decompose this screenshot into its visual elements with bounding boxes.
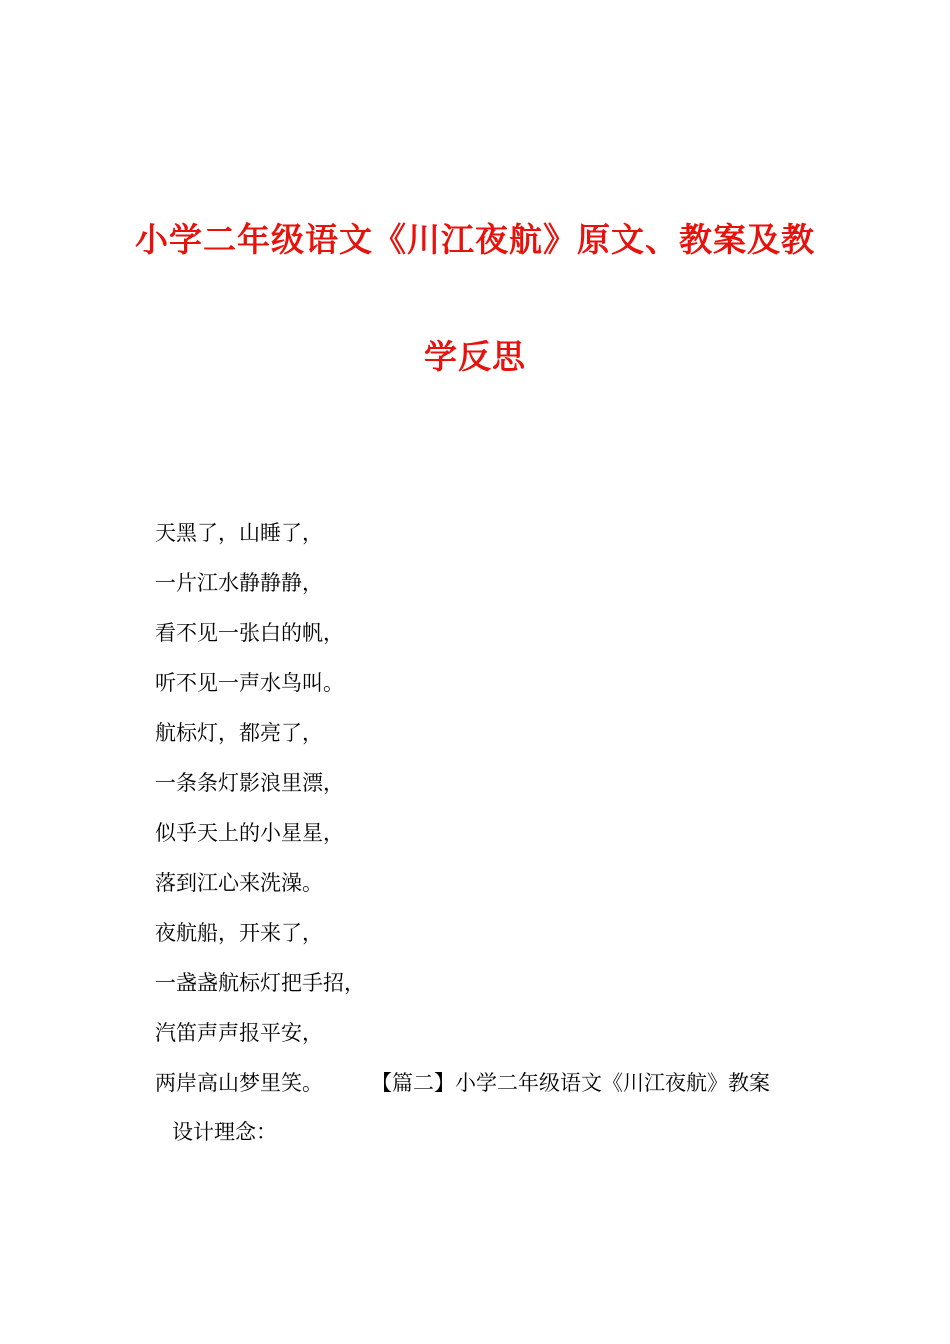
poem-line: 航标灯，都亮了，	[155, 721, 323, 745]
poem-line: 看不见一张白的帆，	[155, 621, 344, 645]
poem-line: 听不见一声水鸟叫。	[155, 671, 344, 695]
poem-line: 两岸高山梦里笑。	[155, 1071, 323, 1095]
document-title-line-2: 学反思	[424, 337, 526, 376]
section-heading: 【篇二】小学二年级语文《川江夜航》教案	[371, 1071, 770, 1095]
poem-line: 夜航船，开来了，	[155, 921, 323, 945]
document-title-line-1: 小学二年级语文《川江夜航》原文、教案及教	[135, 220, 815, 259]
design-concept-label: 设计理念：	[172, 1120, 277, 1144]
poem-line: 天黑了，山睡了，	[155, 521, 323, 545]
poem-line: 似乎天上的小星星，	[155, 821, 344, 845]
poem-text	[155, 518, 855, 1118]
poem-line: 一片江水静静静，	[155, 571, 323, 595]
poem-line: 一条条灯影浪里漂，	[155, 771, 344, 795]
poem-line: 汽笛声声报平安，	[155, 1021, 323, 1045]
poem-line: 一盏盏航标灯把手招，	[155, 971, 365, 995]
poem-line: 落到江心来洗澡。	[155, 871, 323, 895]
